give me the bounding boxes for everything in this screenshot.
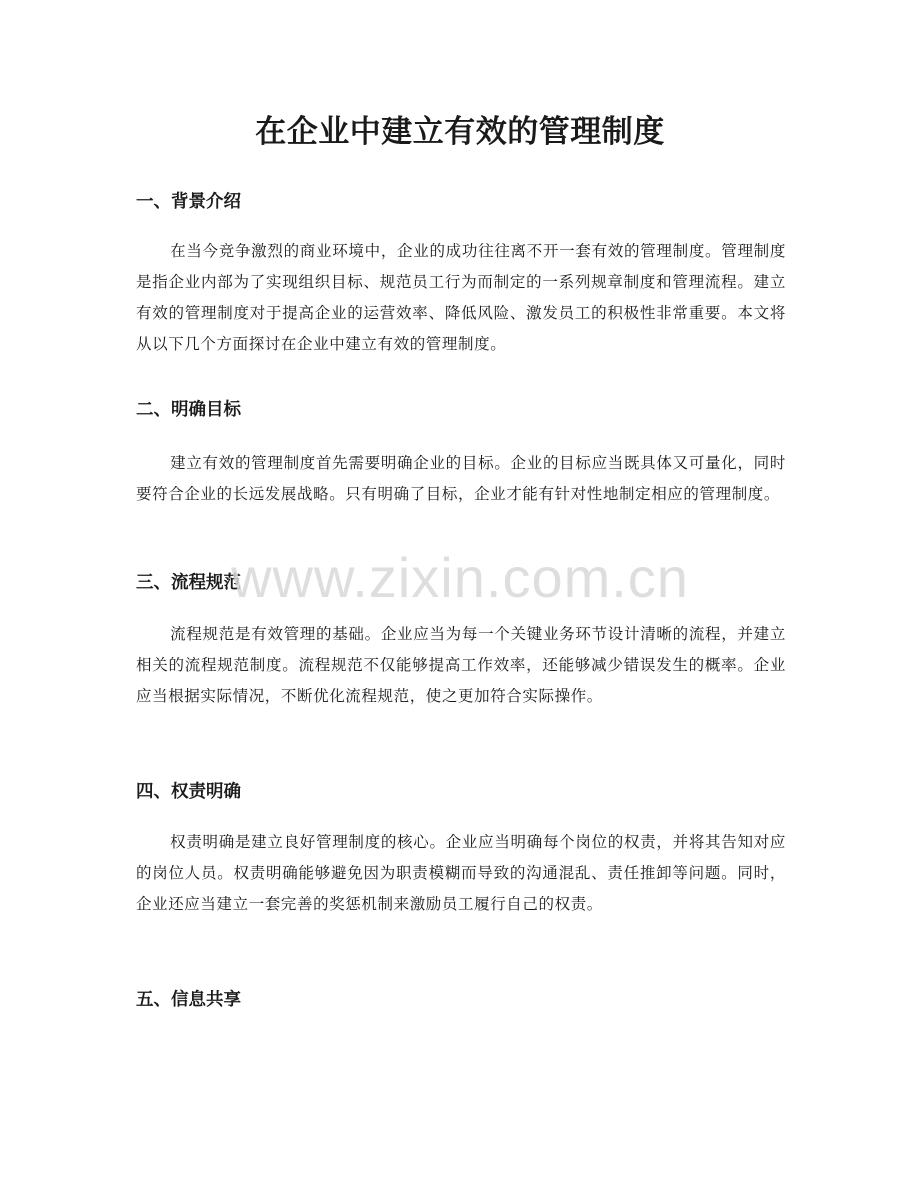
section-heading-process: 三、流程规范 (136, 573, 241, 593)
paragraph-text: 建立有效的管理制度首先需要明确企业的目标。企业的目标应当既具体又可量化，同时要符合企业的长远发展战略。只有明确了目标，企业才能有针对性地制定相应的管理制度。 (136, 454, 786, 503)
paragraph-text: 在当今竞争激烈的商业环境中，企业的成功往往离不开一套有效的管理制度。管理制度是指企业内部为了实现组织目标、规范员工行为而制定的一系列规章制度和管理流程。建立有效的管理制度对于提高企业的运营效率、降低风险、激发员工的积极性非常重要。本文将从以下几个方面探讨在企业中建立有效的管理制度。 (136, 242, 786, 353)
section-heading-goals: 二、明确目标 (136, 400, 241, 420)
section-paragraph-goals (136, 448, 786, 510)
section-heading-responsibility: 四、权责明确 (136, 782, 241, 802)
watermark: www.zixin.com.cn (231, 546, 689, 609)
section-paragraph-process (136, 619, 786, 712)
paragraph-text: 权责明确是建立良好管理制度的核心。企业应当明确每个岗位的权责，并将其告知对应的岗位人员。权责明确能够避免因为职责模糊而导致的沟通混乱、责任推卸等问题。同时，企业还应当建立一套完善的奖惩机制来激励员工履行自己的权责。 (136, 833, 786, 913)
paragraph-text: 流程规范是有效管理的基础。企业应当为每一个关键业务环节设计清晰的流程，并建立相关的流程规范制度。流程规范不仅能够提高工作效率，还能够减少错误发生的概率。企业应当根据实际情况，不断优化流程规范，使之更加符合实际操作。 (136, 625, 786, 705)
section-heading-background: 一、背景介绍 (136, 192, 241, 212)
section-heading-info-sharing: 五、信息共享 (136, 990, 241, 1010)
document-title: 在企业中建立有效的管理制度 (255, 114, 665, 150)
section-paragraph-responsibility (136, 827, 786, 920)
section-paragraph-background (136, 236, 786, 360)
